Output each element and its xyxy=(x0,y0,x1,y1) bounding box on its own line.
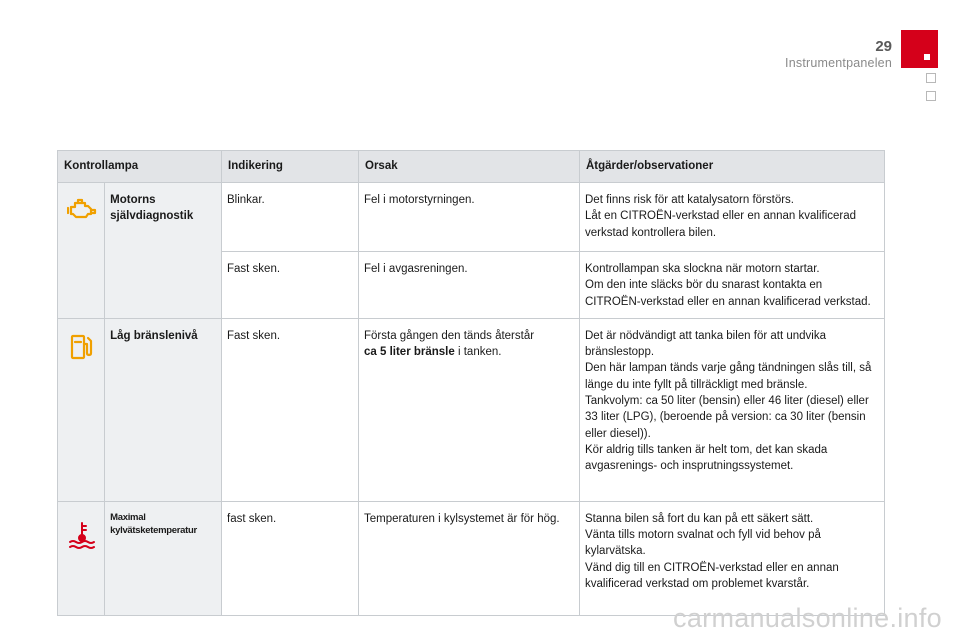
watermark: carmanualsonline.info xyxy=(673,603,942,633)
action-line: Låt en CITROËN-verkstad eller en annan kvalificerad verkstad kontrollera bilen. xyxy=(585,210,857,239)
action-line: Kontrollampan ska slockna när motorn startar. xyxy=(585,263,820,275)
action-line: Det är nödvändigt att tanka bilen för att undvika bränslestopp. xyxy=(585,329,827,359)
indication-cell: Fast sken. xyxy=(222,252,359,319)
cause-cell xyxy=(359,318,580,501)
cause-text: i tanken. xyxy=(454,346,502,359)
cause-cell: Temperaturen i kylsystemet är för hög. xyxy=(359,501,580,615)
page-number: 29 xyxy=(875,38,892,55)
warning-lamp-table xyxy=(57,150,885,616)
action-line: Om den inte släcks bör du snarast kontakta en CITROËN-verkstad eller en annan kvalificerad verkstad. xyxy=(585,279,871,308)
coolant-temperature-icon xyxy=(67,520,97,550)
lamp-name: Motorns självdiagnostik xyxy=(105,183,222,319)
indication-cell: Blinkar. xyxy=(222,183,359,252)
table-row xyxy=(58,318,885,501)
action-line: Kör aldrig tills tanken är helt tom, det kan skada avgasrenings- och insprutningssystemet. xyxy=(585,443,828,473)
section-title: Instrumentpanelen xyxy=(785,56,892,70)
column-header-lamp: Kontrollampa xyxy=(58,151,222,183)
action-cell xyxy=(580,501,885,615)
chapter-tab[interactable] xyxy=(926,91,936,101)
cause-cell: Fel i motorstyrningen. xyxy=(359,183,580,252)
action-line: Vänta tills motorn svalnat och fyll vid behov på kylarvätska. xyxy=(585,529,821,558)
lamp-icon-cell xyxy=(58,501,105,615)
lamp-name: Låg bränslenivå xyxy=(105,318,222,501)
cause-text-bold: ca 5 liter bränsle xyxy=(364,346,455,359)
tab-marker xyxy=(924,54,930,60)
lamp-name: Maximal kylvätsketemperatur xyxy=(105,501,222,615)
lamp-icon-cell xyxy=(58,183,105,319)
table-row xyxy=(58,183,885,252)
column-header-cause: Orsak xyxy=(359,151,580,183)
table-row xyxy=(58,501,885,615)
indication-cell: fast sken. xyxy=(222,501,359,615)
table-header-row xyxy=(58,151,885,183)
action-line: Vänd dig till en CITROËN-verkstad eller en annan kvalificerad verkstad om problemet kvarstår. xyxy=(585,561,839,591)
action-cell xyxy=(580,183,885,252)
engine-check-icon xyxy=(67,197,97,221)
column-header-action: Åtgärder/observationer xyxy=(580,151,885,183)
action-line: Den här lampan tänds varje gång tändningen slås till, så länge du inte fyllt på tillräckligt med bränsle. xyxy=(585,362,872,391)
fuel-pump-icon xyxy=(69,333,95,361)
action-cell xyxy=(580,252,885,319)
action-line: Tankvolym: ca 50 liter (bensin) eller 46 liter (diesel) eller 33 liter (LPG), (beroende på version: ca 30 liter (bensin eller diesel)). xyxy=(585,395,869,440)
action-cell xyxy=(580,318,885,501)
cause-text: Första gången den tänds återstår xyxy=(364,329,535,342)
chapter-tab[interactable] xyxy=(926,73,936,83)
action-line: Det finns risk för att katalysatorn förstörs. xyxy=(585,194,794,206)
action-line: Stanna bilen så fort du kan på ett säkert sätt. xyxy=(585,512,814,525)
cause-cell: Fel i avgasreningen. xyxy=(359,252,580,319)
chapter-tab-active[interactable] xyxy=(901,30,938,68)
column-header-indication: Indikering xyxy=(222,151,359,183)
lamp-icon-cell xyxy=(58,318,105,501)
indication-cell: Fast sken. xyxy=(222,318,359,501)
